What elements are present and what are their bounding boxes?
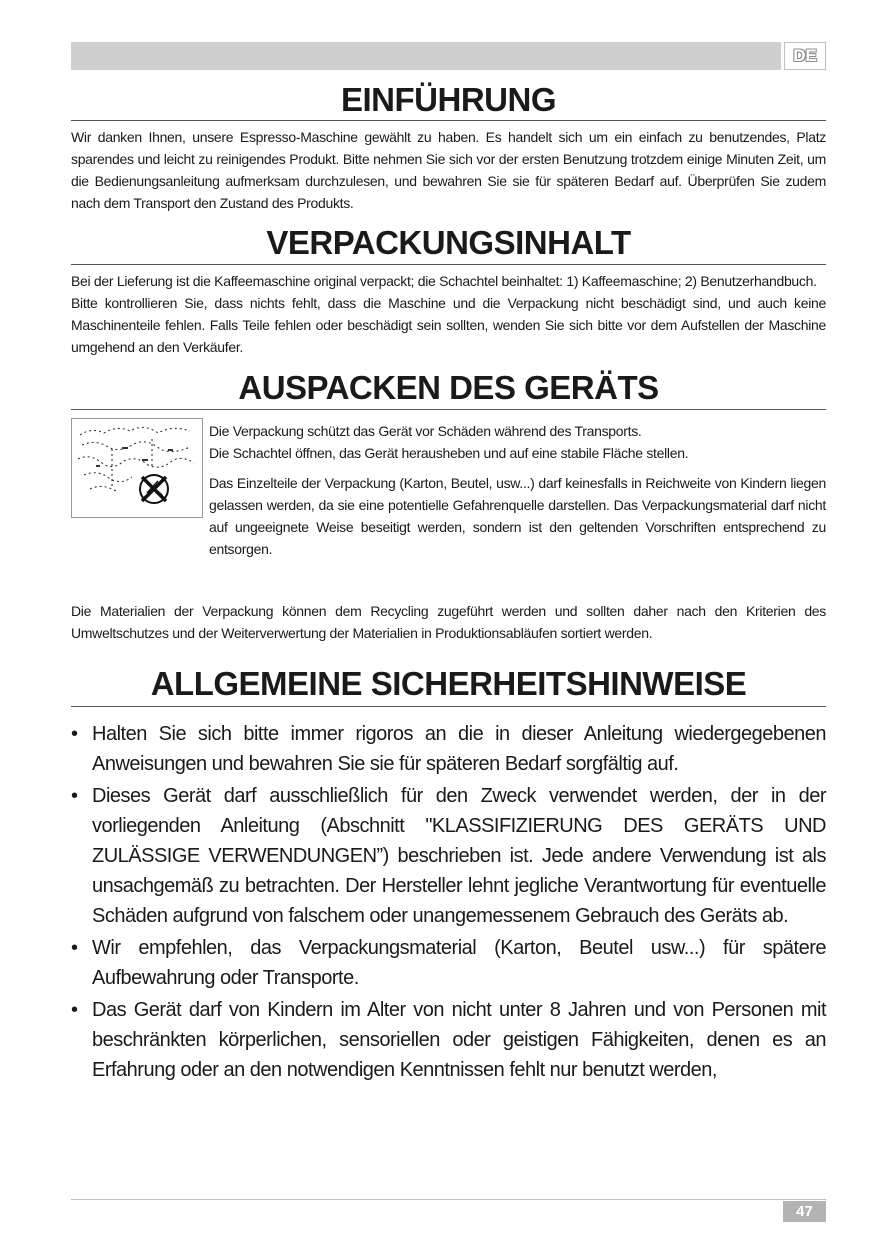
contents-text-1: Bei der Lieferung ist die Kaffeemaschine original verpackt; die Schachtel beinhaltet: 1) Kaffeemaschine; 2) Benutzerhandbuch. xyxy=(71,273,817,289)
recycling-text: Die Materialien der Verpackung können dem Recycling zugeführt werden und sollten daher nach den Kriterien des Umweltschutzes und der Weiterverwertung der Materialien in Produktionsabläufen sortiert werden. xyxy=(71,603,826,641)
unpacking-line-1: Die Verpackung schützt das Gerät vor Schäden während des Transports. xyxy=(209,423,642,439)
list-item: • Dieses Gerät darf ausschließlich für den Zweck verwendet werden, der in der vorliegenden Anleitung (Abschnitt "KLASSIFIZIERUNG DES GERÄTS UND ZULÄSSIGE VERWENDUNGEN”) beschrieben ist. Jede andere Verwendung ist als unsachgemäß zu betrachten. Der Hersteller lehnt jegliche Verantwortung für eventuelle Schäden aufgrund von falschem oder unangemessenem Gebrauch des Geräts ab. xyxy=(71,781,826,931)
unpacking-block xyxy=(71,418,826,560)
unpacking-line-2: Die Schachtel öffnen, das Gerät herausheben und auf eine stabile Fläche stellen. xyxy=(209,445,689,461)
intro-text: Wir danken Ihnen, unsere Espresso-Maschine gewählt zu haben. Es handelt sich um ein einfach zu benutzendes, Platz sparendes und leicht zu reinigendes Produkt. Bitte nehmen Sie sich vor der ersten Benutzung trotzdem einige Minuten Zeit, um die Bedienungsanleitung aufmerksam durchzulesen, und bewahren Sie sie für späteren Bedarf auf. Überprüfen Sie zudem nach dem Transport den Zustand des Produkts. xyxy=(71,129,826,211)
contents-text-2: Bitte kontrollieren Sie, dass nichts fehlt, dass die Maschine und die Verpackung nicht beschädigt sind, und auch keine Maschinenteile fehlen. Falls Teile fehlen oder beschädigt sein sollten, wenden Sie sich bitte vor dem Aufstellen der Maschine umgehend an den Verkäufer. xyxy=(71,295,826,355)
list-item: • Wir empfehlen, das Verpackungsmaterial (Karton, Beutel usw...) für spätere Aufbewahrung oder Transporte. xyxy=(71,933,826,993)
unpacking-text xyxy=(209,420,826,560)
header-bar xyxy=(71,42,781,70)
footer-rule xyxy=(71,1199,826,1200)
no-children-bag-icon xyxy=(71,418,203,518)
section-title-unpacking: AUSPACKEN DES GERÄTS xyxy=(71,367,826,410)
unpacking-warning: Das Einzelteile der Verpackung (Karton, Beutel, usw...) darf keinesfalls in Reichweite von Kindern liegen gelassen werden, da sie eine potentielle Gefahrenquelle darstellen. Das Verpackungsmaterial darf nicht auf ungeeignete Weise beseitigt werden, sondern ist den geltenden Vorschriften entsprechend zu entsorgen. xyxy=(209,475,826,557)
language-badge: DE xyxy=(784,42,826,70)
page-number: 47 xyxy=(783,1201,826,1222)
page-content xyxy=(71,80,826,1087)
list-item: • Das Gerät darf von Kindern im Alter von nicht unter 8 Jahren und von Personen mit beschränkten körperlichen, sensoriellen oder geistigen Fähigkeiten, denen es an Erfahrung oder an den notwendigen Kenntnissen fehlt nur benutzt werden, xyxy=(71,995,826,1085)
safety-list xyxy=(71,719,826,1085)
section-title-intro: EINFÜHRUNG xyxy=(71,80,826,121)
list-item: • Halten Sie sich bitte immer rigoros an die in dieser Anleitung wiedergegebenen Anweisungen und bewahren Sie sie für späteren Bedarf sorgfältig auf. xyxy=(71,719,826,779)
section-title-contents: VERPACKUNGSINHALT xyxy=(71,222,826,265)
section-title-safety: ALLGEMEINE SICHERHEITSHINWEISE xyxy=(71,662,826,707)
